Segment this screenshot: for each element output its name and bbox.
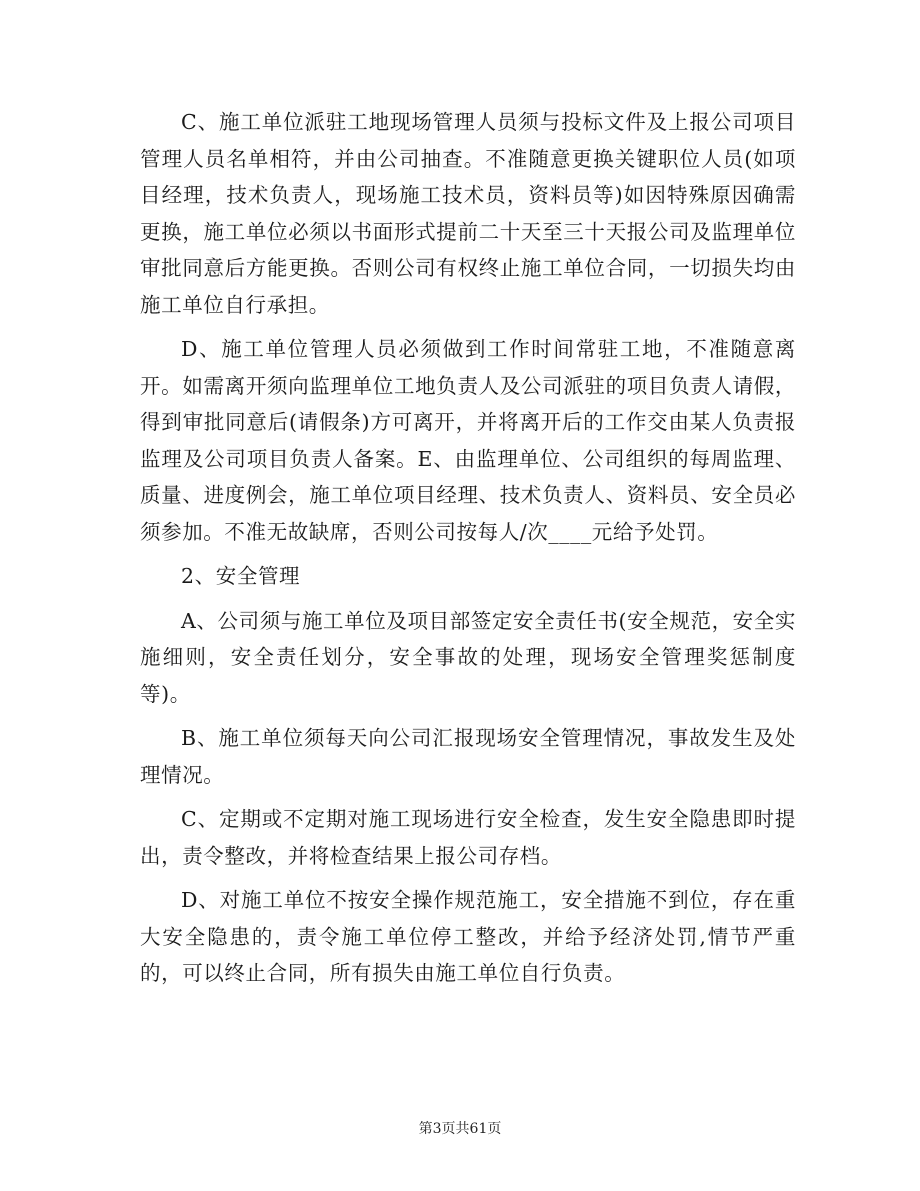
paragraph-c-inspection: C、定期或不定期对施工现场进行安全检查，发生安全隐患即时提出，责令整改，并将检查结果上报公司存档。 xyxy=(140,807,796,868)
paragraph-a-safety-agreement: A、公司须与施工单位及项目部签定安全责任书(安全规范，安全实施细则，安全责任划分，安全事故的处理，现场安全管理奖惩制度等)。 xyxy=(140,608,796,706)
page-number: 第3页共61页 xyxy=(418,1121,502,1137)
paragraph-d-attendance: D、施工单位管理人员必须做到工作时间常驻工地，不准随意离开。如需离开须向监理单位工地负责人及公司派驻的项目负责人请假，得到审批同意后(请假条)方可离开，并将离开后的工作交由某人负责报监理及公司项目负责人备案。E、由监理单位、公司组织的每周监理、质量、进度例会，施工单位项目经理、技术负责人、资料员、安全员必须参加。不准无故缺席，否则公司按每人/次____元给予处罚。 xyxy=(140,337,796,544)
document-body xyxy=(140,104,796,1000)
section-heading-safety: 2、安全管理 xyxy=(181,564,301,588)
paragraph-c-site-staff: C、施工单位派驻工地现场管理人员须与投标文件及上报公司项目管理人员名单相符，并由公司抽查。不准随意更换关键职位人员(如项目经理，技术负责人，现场施工技术员，资料员等)如因特殊原因确需更换，施工单位必须以书面形式提前二十天至三十天报公司及监理单位审批同意后方能更换。否则公司有权终止施工单位合同，一切损失均由施工单位自行承担。 xyxy=(140,110,796,317)
paragraph-b-daily-report: B、施工单位须每天向公司汇报现场安全管理情况，事故发生及处理情况。 xyxy=(140,726,796,787)
paragraph-d-penalty: D、对施工单位不按安全操作规范施工，安全措施不到位，存在重大安全隐患的，责令施工单位停工整改，并给予经济处罚,情节严重的，可以终止合同，所有损失由施工单位自行负责。 xyxy=(140,888,796,985)
